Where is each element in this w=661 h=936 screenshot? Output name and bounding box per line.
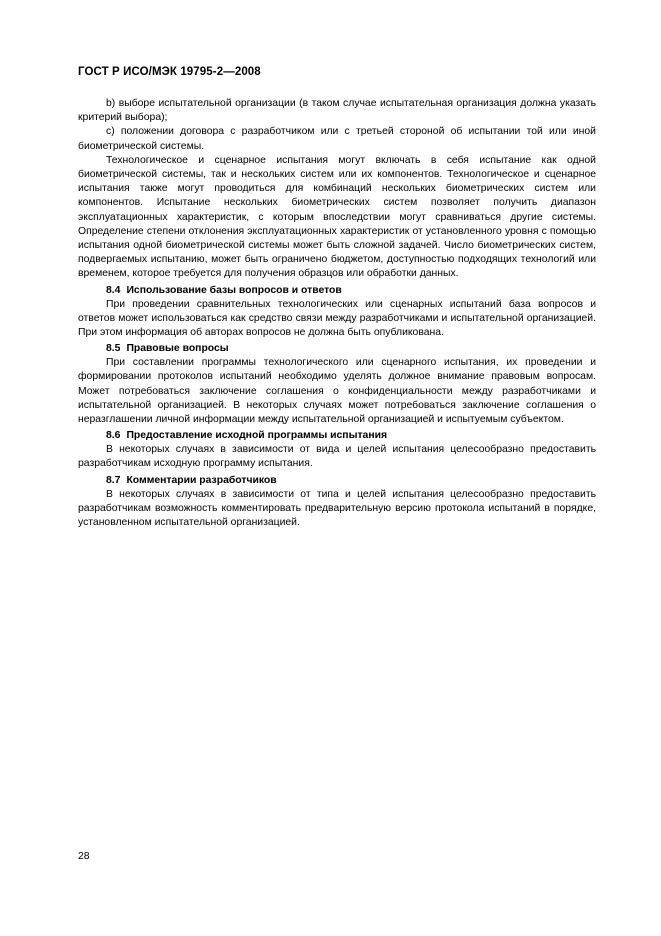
section-paragraph-8-7: В некоторых случаях в зависимости от типа и целей испытания целесообразно предоставить разработчикам возможность комментировать предварительную версию протокола испытаний в порядке, установленном испытательной организацией. (78, 488, 596, 529)
section-title: Предоставление исходной программы испытания (126, 430, 388, 442)
section-heading-8-7 (78, 473, 596, 488)
section-number: 8.4 (106, 284, 121, 296)
section-heading-8-4 (78, 283, 596, 298)
body-paragraph: Технологическое и сценарное испытания могут включать в себя испытание как одной биометрической системы, так и нескольких систем или их компонентов. Технологическое и сценарное испытания также могут проводиться для комбинаций нескольких биометрических систем или компонентов. Испытание нескольких биометрических систем позволяет получить диапазон эксплуатационных характеристик, с которым впоследствии могут сравниваться другие системы. Определение степени отклонения эксплуатационных характеристик от установленного уровня с помощью испытания одной биометрической системы может быть сложной задачей. Число биометрических систем, подвергаемых испытанию, может быть ограничено бюджетом, доступностью подходящих технологий или временем, которое требуется для получения образцов или обработки данных. (78, 154, 596, 280)
section-heading-8-6 (78, 428, 596, 443)
section-number: 8.5 (106, 343, 121, 355)
section-paragraph-8-4: При проведении сравнительных технологических или сценарных испытаний база вопросов и ответов может использоваться как средство связи между разработчиками и испытательной организацией. При этом информация об авторах вопросов не должна быть опубликована. (78, 298, 596, 339)
section-number: 8.6 (106, 430, 121, 442)
document-body (78, 97, 596, 530)
section-title: Использование базы вопросов и ответов (126, 284, 342, 296)
section-title: Комментарии разработчиков (126, 474, 277, 486)
section-paragraph-8-6: В некоторых случаях в зависимости от вида и целей испытания целесообразно предоставить разработчикам исходную программу испытания. (78, 444, 596, 470)
section-title: Правовые вопросы (126, 343, 229, 355)
section-heading-8-5 (78, 341, 596, 356)
document-header: ГОСТ Р ИСО/МЭК 19795-2—2008 (78, 66, 261, 78)
section-number: 8.7 (106, 474, 121, 486)
list-item-c: c) положении договора с разработчиком или с третьей стороной об испытании той или иной биометрической системы. (78, 126, 596, 152)
list-item-b: b) выборе испытательной организации (в таком случае испытательная организация должна указать критерий выбора); (78, 98, 596, 124)
page-number: 28 (78, 851, 90, 862)
section-paragraph-8-5: При составлении программы технологического или сценарного испытания, их проведении и формировании протоколов испытаний необходимо уделять должное внимание правовым вопросам. Может потребоваться заключение соглашения о конфиденциальности между разработчиками и испытательной организацией. В некоторых случаях может потребоваться заключение соглашения о неразглашении личной информации между испытательной организацией и испытуемым субъектом. (78, 357, 596, 426)
